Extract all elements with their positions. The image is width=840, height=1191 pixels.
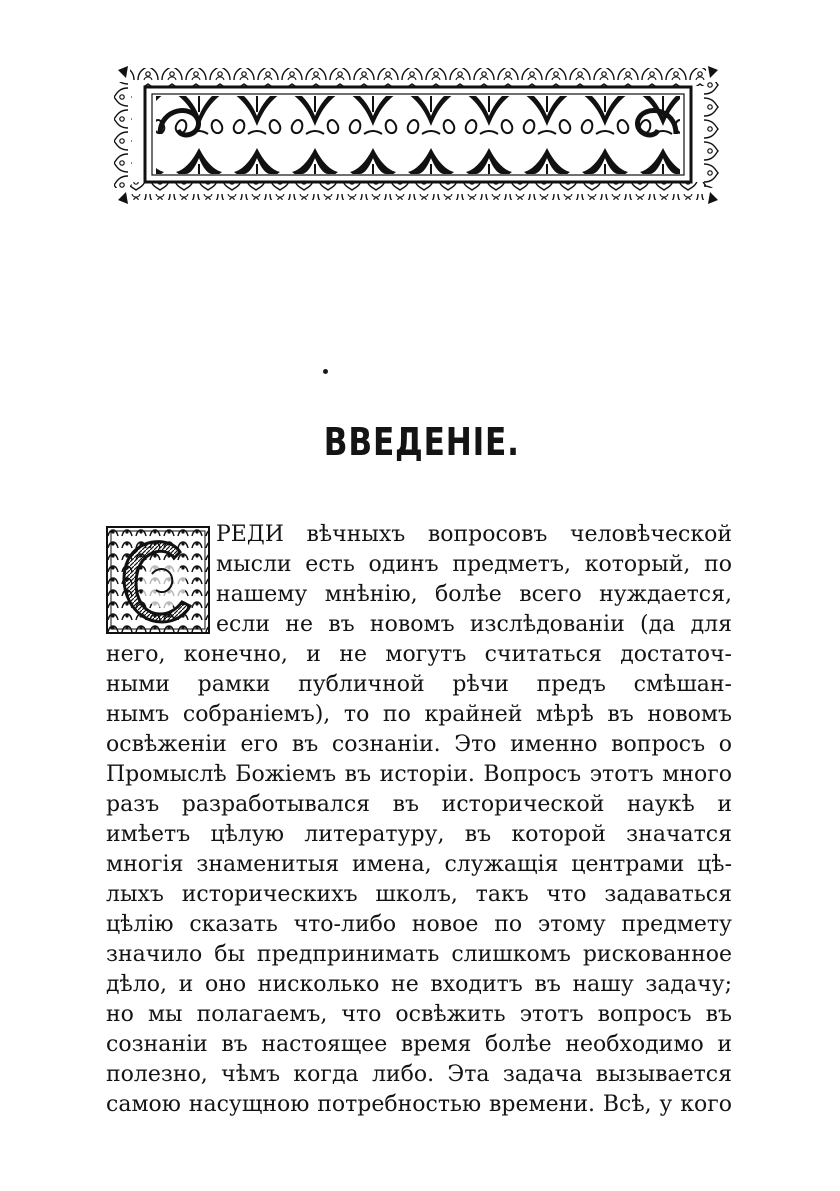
- text-line: если не въ новомъ изслѣдованіи (да для: [216, 612, 732, 637]
- text-line: ными рамки публичной рѣчи предъ смѣшан-: [106, 672, 732, 697]
- chapter-title: ВВЕДЕНІЕ.: [323, 420, 520, 464]
- stray-dot: [323, 369, 328, 374]
- text-line: РЕДИ вѣчныхъ вопросовъ человѣческой: [216, 522, 732, 547]
- text-line: цѣлію сказать что-либо новое по этому предмету: [106, 912, 732, 937]
- text-line: но мы полагаемъ, что освѣжить этотъ вопросъ въ: [106, 1002, 732, 1027]
- text-line: многія знаменитыя имена, служащія центрами цѣ-: [106, 852, 732, 877]
- text-line: значило бы предпринимать слишкомъ рискованное: [106, 942, 732, 967]
- text-line: дѣло, и оно нисколько не входитъ въ нашу задачу;: [106, 972, 732, 997]
- text-line: разъ разработывался въ исторической наукѣ и: [106, 792, 732, 817]
- text-line: лыхъ историческихъ школъ, такъ что задаваться: [106, 882, 732, 907]
- text-line: освѣженіи его въ сознаніи. Это именно вопросъ о: [106, 732, 732, 757]
- ornamental-headpiece-icon: [112, 64, 724, 206]
- text-line: Промыслѣ Божіемъ въ исторіи. Вопросъ этотъ много: [106, 762, 732, 787]
- text-line: имѣетъ цѣлую литературу, въ которой значатся: [106, 822, 732, 847]
- text-line: нымъ собраніемъ), то по крайней мѣрѣ въ новомъ: [106, 702, 732, 727]
- text-line: мысли есть одинъ предметъ, который, по: [216, 552, 732, 577]
- decorated-initial-icon: [106, 526, 210, 634]
- text-line: него, конечно, и не могутъ считаться достаточ-: [106, 642, 732, 667]
- text-line: самою насущною потребностью времени. Всѣ, у кого: [106, 1092, 732, 1117]
- text-line: нашему мнѣнію, болѣе всего нуждается,: [216, 582, 732, 607]
- text-line: сознаніи въ настоящее время болѣе необходимо и: [106, 1032, 732, 1057]
- text-line: полезно, чѣмъ когда либо. Эта задача вызывается: [106, 1062, 732, 1087]
